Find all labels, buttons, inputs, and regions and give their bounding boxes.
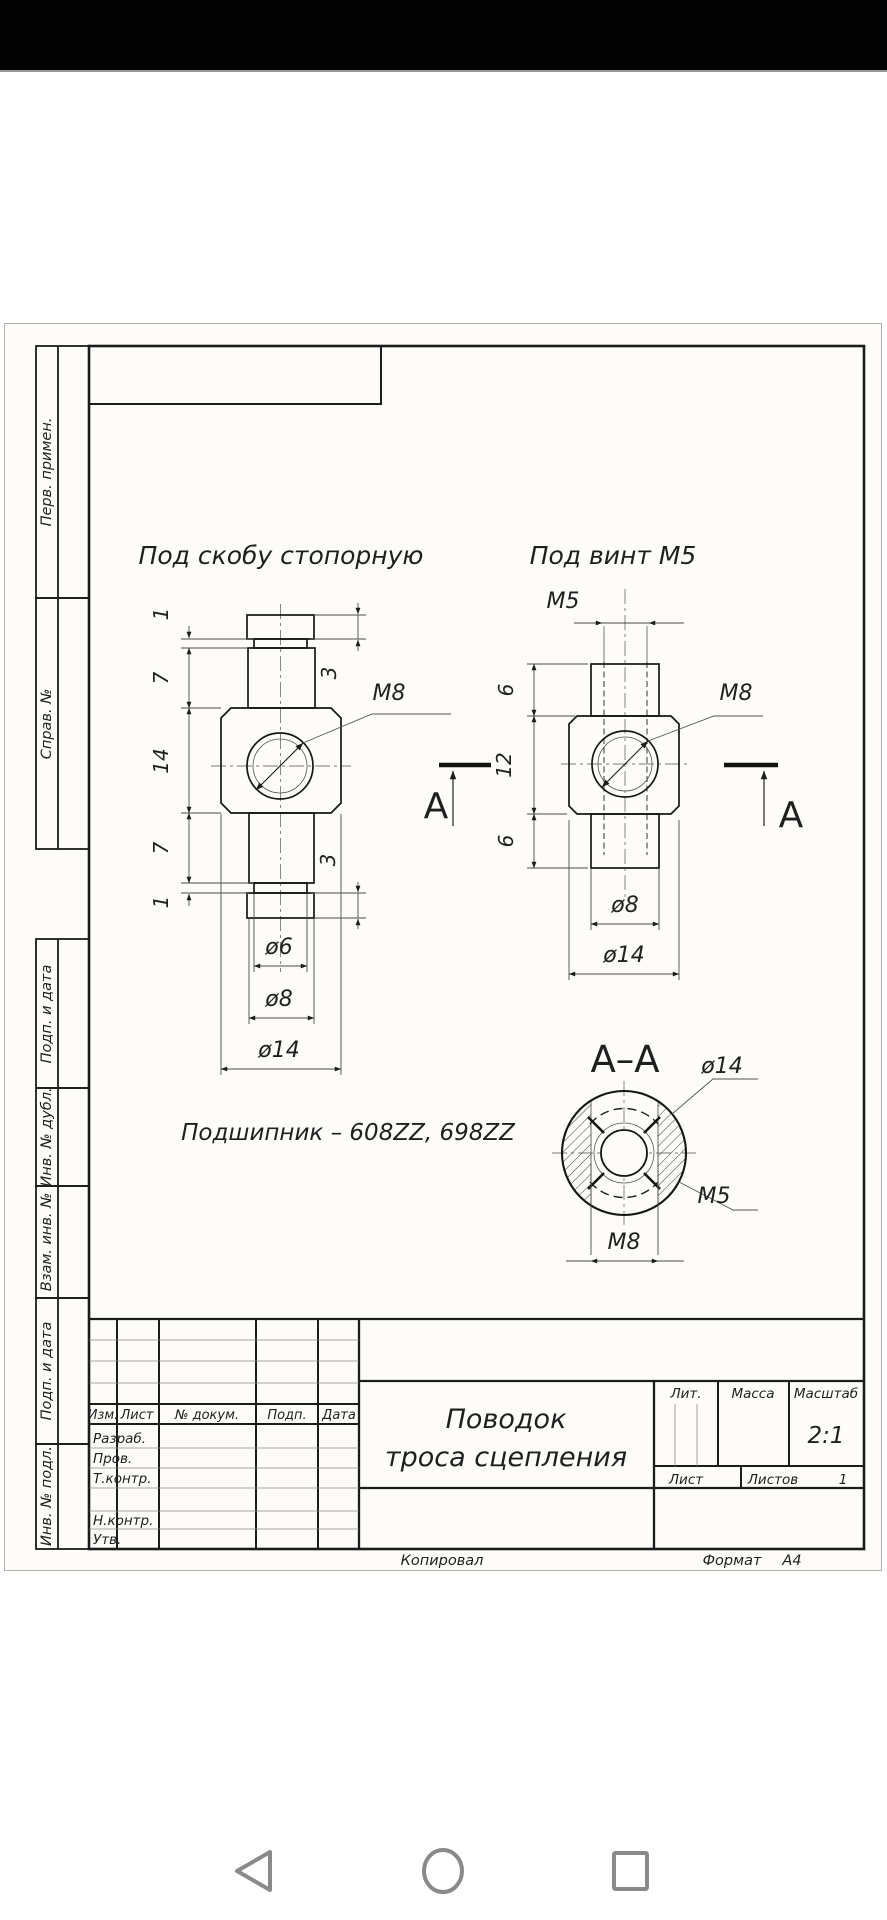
section-m5-leader [679,1182,758,1210]
cut-letter: А [778,795,804,836]
format-label: Формат [702,1553,762,1569]
dim-label: 14 [149,748,173,774]
back-icon[interactable] [237,1852,270,1890]
copied-label: Копировал [400,1553,484,1569]
dim-label: М5 [546,589,580,614]
section-dia14-leader [672,1054,758,1114]
drawing-frame [89,346,864,1549]
dim-label: M5 [697,1184,731,1209]
left-view-dim-labels [149,608,173,909]
dim-label: 3 [317,666,341,680]
margin-label: Инв. № дубл. [39,1087,55,1187]
mass-label: Масса [731,1386,775,1402]
dim-label: ø14 [258,1038,300,1063]
recents-icon[interactable] [614,1853,647,1889]
left-view-part [221,615,341,918]
row-utv: Утв. [93,1532,122,1548]
part-title-line1: Поводок [445,1404,567,1435]
margin-label: Подп. и дата [39,964,55,1064]
sheets-label: Листов [747,1472,799,1488]
dim-label: 1 [149,607,173,621]
part-title-line2: троса сцепления [384,1442,628,1473]
status-bar [0,0,887,72]
col-izm: Изм. [87,1408,119,1423]
row-razrab: Разраб. [93,1431,147,1447]
right-view-m8-label: M8 [719,681,753,706]
dim-label: ø14 [701,1054,743,1079]
dim-label: 1 [149,895,173,909]
dim-label: М8 [607,1230,641,1255]
dim-label: 7 [149,841,173,855]
cut-plane-right [724,765,804,836]
dim-label: 3 [316,853,340,867]
row-tkontr: Т.контр. [93,1471,152,1487]
titleblock-header-cols [88,1408,356,1423]
col-data: Дата [322,1408,356,1423]
right-view-title: Под винт М5 [529,541,697,570]
right-view-dim-chain [527,664,588,868]
dim-label: ø8 [611,893,639,918]
left-view-m8-label: M8 [372,681,406,706]
margin-label: Подп. и дата [39,1321,55,1421]
drawing-canvas [5,324,883,1572]
dim-label: ø8 [265,987,293,1012]
left-view-centerlines [211,604,351,972]
right-view-centerlines [561,589,689,900]
scale-value: 2:1 [807,1423,845,1449]
format-value: А4 [782,1553,802,1569]
margin-label: Инв. № подл. [39,1445,55,1547]
dim-label: 6 [494,834,518,848]
home-icon[interactable] [424,1850,462,1892]
android-nav-bar [0,1820,887,1920]
right-view-thread-lines [604,626,647,855]
col-podp: Подп. [267,1408,307,1423]
scale-label: Масштаб [793,1386,859,1402]
col-list: Лист [120,1408,154,1423]
right-view-part [569,664,679,868]
margin-label: Справ. № [39,688,55,760]
cut-letter: А [423,786,449,827]
cut-plane-left [424,765,491,827]
col-docnum: № докум. [174,1408,240,1423]
dim-label: ø14 [603,943,645,968]
lit-label: Лит. [670,1386,702,1402]
row-nkontr: Н.контр. [93,1513,154,1529]
dim-label: 6 [494,683,518,697]
sheets-value: 1 [838,1472,848,1488]
sheet-label: Лист [668,1472,704,1488]
margin-labels [39,418,55,1546]
dim-label: 12 [492,752,516,778]
dim-label: ø6 [265,935,293,960]
dim-label: 7 [149,671,173,685]
right-view-dim-labels [492,684,518,848]
left-view-m8-leader [256,681,451,790]
row-prov: Пров. [93,1451,133,1467]
footer-labels [401,1553,802,1569]
left-view-title: Под скобу стопорную [138,541,424,570]
titleblock-rows [93,1431,153,1548]
margin-label: Перв. примен. [39,417,55,527]
drawing-sheet [4,323,882,1571]
section-title: А–А [590,1038,660,1081]
margin-label: Взам. инв. № [39,1192,55,1292]
bearing-note: Подшипник – 608ZZ, 698ZZ [181,1120,515,1146]
right-view-m8-leader [602,681,763,787]
